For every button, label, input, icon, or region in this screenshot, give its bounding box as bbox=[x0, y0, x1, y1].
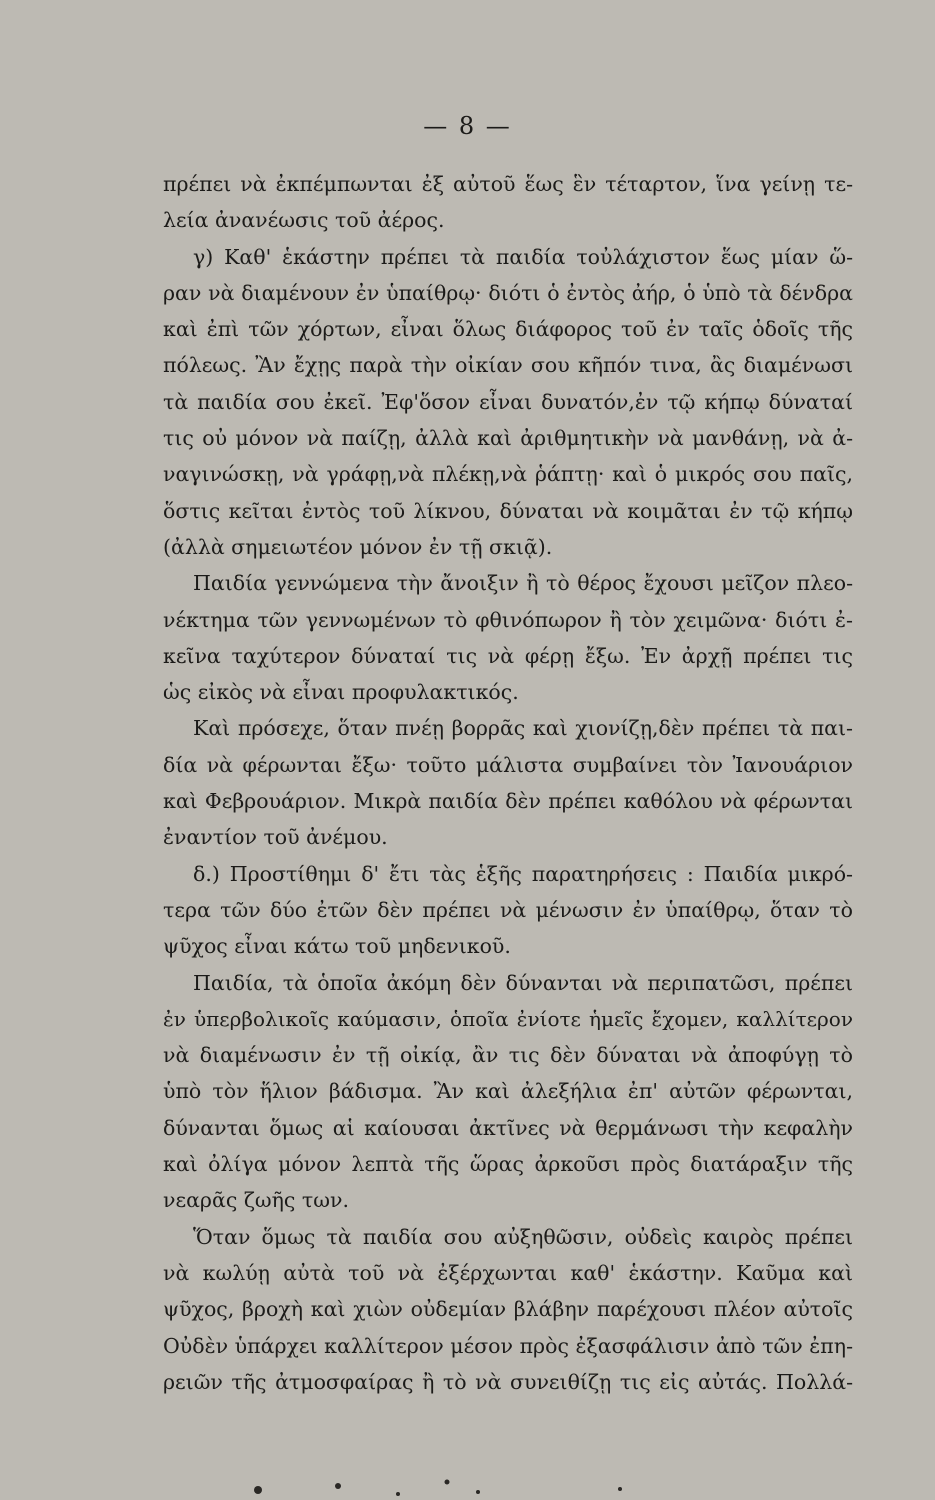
text-line: νὰ κωλύῃ αὐτὰ τοῦ νὰ ἐξέρχωνται καθ' ἑκάστην. Καῦμα καὶ bbox=[163, 1260, 853, 1285]
text-line: τις οὐ μόνον νὰ παίζῃ, ἀλλὰ καὶ ἀριθμητικὴν νὰ μανθάνῃ, νὰ ἀ- bbox=[163, 426, 853, 451]
text-line: ψῦχος, βροχὴ καὶ χιὼν οὐδεμίαν βλάβην παρέχουσι πλέον αὐτοῖς bbox=[163, 1297, 853, 1322]
text-line: ἐν ὑπερβολικοῖς καύμασιν, ὁποῖα ἐνίοτε ἡμεῖς ἔχομεν, καλλίτερον bbox=[163, 1006, 853, 1031]
text-line: Καὶ πρόσεχε, ὅταν πνέῃ βορρᾶς καὶ χιονίζῃ,δὲν πρέπει τὰ παι- bbox=[193, 716, 853, 741]
text-line: ραν νὰ διαμένουν ἐν ὑπαίθρῳ· διότι ὁ ἐντὸς ἀήρ, ὁ ὑπὸ τὰ δένδρα bbox=[163, 280, 853, 305]
text-line: λεία ἀνανέωσις τοῦ ἀέρος. bbox=[163, 208, 445, 233]
text-line: δύνανται ὅμως αἱ καίουσαι ἀκτῖνες νὰ θερμάνωσι τὴν κεφαλὴν bbox=[163, 1115, 853, 1140]
text-line: νὰ διαμένωσιν ἐν τῇ οἰκίᾳ, ἂν τις δὲν δύναται νὰ ἀποφύγῃ τὸ bbox=[163, 1043, 853, 1068]
text-line: ναγινώσκῃ, νὰ γράφῃ,νὰ πλέκῃ,νὰ ῥάπτῃ· καὶ ὁ μικρός σου παῖς, bbox=[163, 462, 853, 487]
text-line: (ἀλλὰ σημειωτέον μόνον ἐν τῇ σκιᾷ). bbox=[163, 534, 553, 559]
body-text bbox=[163, 166, 853, 1400]
text-line: καὶ Φεβρουάριον. Μικρὰ παιδία δὲν πρέπει καθόλου νὰ φέρωνται bbox=[163, 789, 853, 814]
page-number: — 8 — bbox=[423, 112, 512, 140]
text-line: ὡς εἰκὸς νὰ εἶναι προφυλακτικός. bbox=[163, 680, 519, 705]
text-line: καὶ ὀλίγα μόνον λεπτὰ τῆς ὥρας ἀρκοῦσι πρὸς διατάραξιν τῆς bbox=[163, 1152, 853, 1177]
text-line: τὰ παιδία σου ἐκεῖ. Ἐφ'ὅσον εἶναι δυνατόν,ἐν τῷ κήπῳ δύναταί bbox=[163, 389, 853, 414]
text-line: Ὅταν ὅμως τὰ παιδία σου αὐξηθῶσιν, οὐδεὶς καιρὸς πρέπει bbox=[193, 1224, 853, 1249]
text-line: πόλεως. Ἂν ἔχῃς παρὰ τὴν οἰκίαν σου κῆπόν τινα, ἂς διαμένωσι bbox=[163, 353, 853, 378]
text-line: Οὐδὲν ὑπάρχει καλλίτερον μέσον πρὸς ἐξασφάλισιν ἀπὸ τῶν ἐπη- bbox=[163, 1333, 853, 1358]
text-line: τερα τῶν δύο ἐτῶν δὲν πρέπει νὰ μένωσιν ἐν ὑπαίθρῳ, ὅταν τὸ bbox=[163, 897, 853, 922]
page-edge-specks bbox=[0, 1460, 935, 1500]
text-line: ὅστις κεῖται ἐντὸς τοῦ λίκνου, δύναται νὰ κοιμᾶται ἐν τῷ κήπῳ bbox=[163, 498, 853, 523]
text-line: δ.) Προστίθημι δ' ἔτι τὰς ἑξῆς παρατηρήσεις : Παιδία μικρό- bbox=[193, 861, 853, 886]
text-line: ἐναντίον τοῦ ἀνέμου. bbox=[163, 825, 388, 850]
text-line: καὶ ἐπὶ τῶν χόρτων, εἶναι ὅλως διάφορος τοῦ ἐν ταῖς ὁδοῖς τῆς bbox=[163, 317, 853, 342]
text-line: πρέπει νὰ ἐκπέμπωνται ἐξ αὐτοῦ ἕως ἓν τέταρτον, ἵνα γείνῃ τε- bbox=[163, 172, 853, 196]
text-line: κεῖνα ταχύτερον δύναταί τις νὰ φέρῃ ἔξω. Ἐν ἀρχῇ πρέπει τις bbox=[163, 643, 853, 668]
text-line: ψῦχος εἶναι κάτω τοῦ μηδενικοῦ. bbox=[163, 934, 511, 959]
text-line: νέκτημα τῶν γεννωμένων τὸ φθινόπωρον ἢ τὸν χειμῶνα· διότι ἐ- bbox=[163, 607, 853, 632]
text-line: ὑπὸ τὸν ἥλιον βάδισμα. Ἂν καὶ ἀλεξήλια ἐπ' αὐτῶν φέρωνται, bbox=[163, 1079, 853, 1104]
text-line: γ) Καθ' ἑκάστην πρέπει τὰ παιδία τοὐλάχιστον ἕως μίαν ὥ- bbox=[193, 244, 853, 269]
text-line: Παιδία γεννώμενα τὴν ἄνοιξιν ἢ τὸ θέρος ἔχουσι μεῖζον πλεο- bbox=[193, 571, 853, 596]
text-line: ρειῶν τῆς ἀτμοσφαίρας ἢ τὸ νὰ συνειθίζῃ τις εἰς αὐτάς. Πολλά- bbox=[163, 1369, 853, 1394]
text-line: δία νὰ φέρωνται ἔξω· τοῦτο μάλιστα συμβαίνει τὸν Ἰανουάριον bbox=[163, 752, 853, 777]
text-line: Παιδία, τὰ ὁποῖα ἀκόμη δὲν δύνανται νὰ περιπατῶσι, πρέπει bbox=[193, 970, 853, 995]
text-line: νεαρᾶς ζωῆς των. bbox=[163, 1188, 349, 1213]
